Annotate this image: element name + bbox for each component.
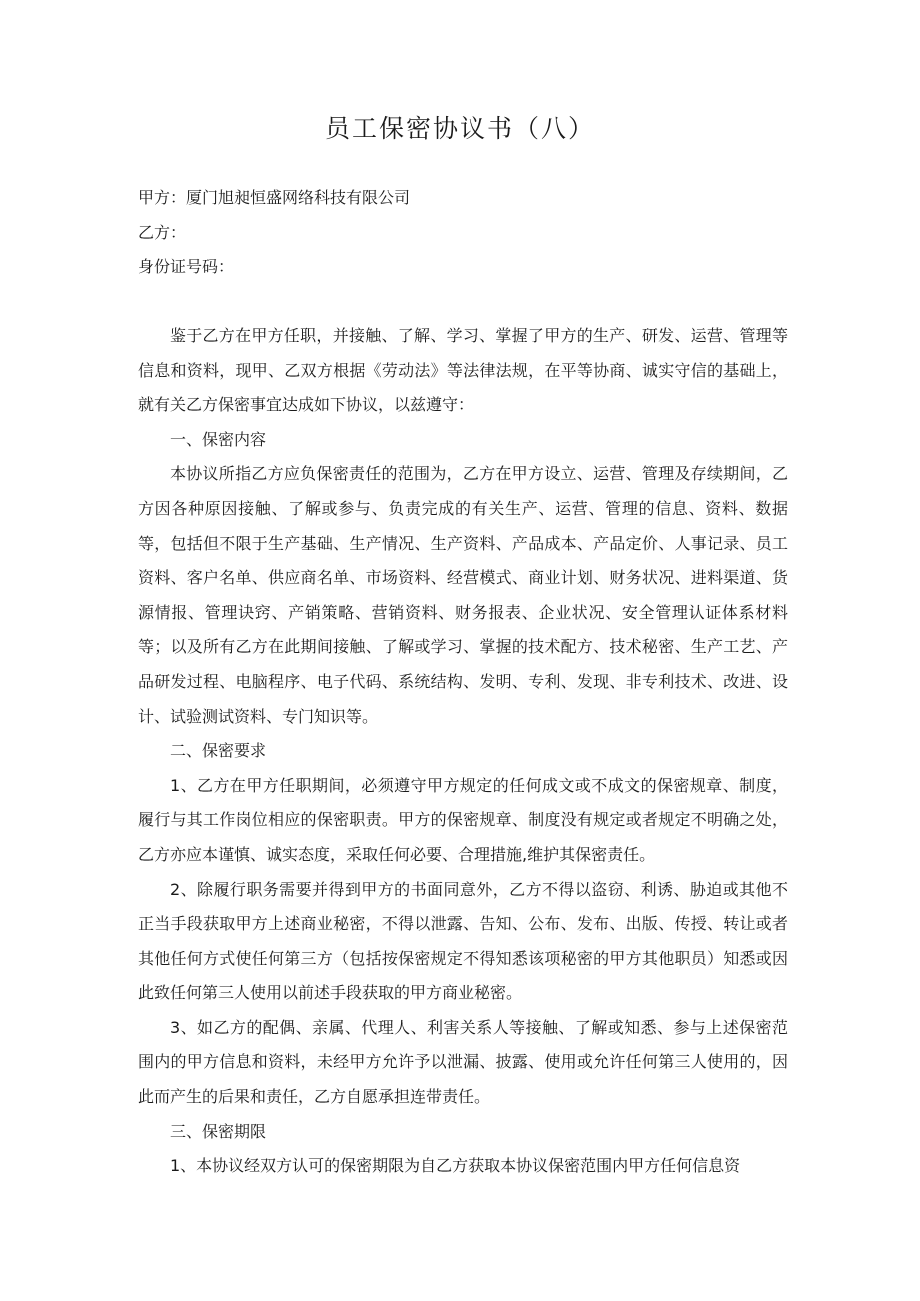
party-b-line: 乙方： — [138, 223, 187, 242]
id-number-line: 身份证号码： — [138, 257, 235, 276]
preamble-paragraph: 鉴于乙方在甲方任职，并接触、了解、学习、掌握了甲方的生产、研发、运营、管理等信息和资料，现甲、乙双方根据《劳动法》等法律法规，在平等协商、诚实守信的基础上，就有关乙方保密事宜达成如下协议，以兹遵守： — [138, 326, 788, 415]
section-heading-confidentiality-period: 三、保密期限 — [170, 1121, 267, 1141]
section-heading-confidentiality-requirements: 二、保密要求 — [170, 741, 267, 761]
requirement-item-3: 3、如乙方的配偶、亲属、代理人、利害关系人等接触、了解或知悉、参与上述保密范围内的甲方信息和资料，未经甲方允许予以泄漏、披露、使用或允许任何第三人使用的，因此而产生的后果和责任，乙方自愿承担连带责任。 — [138, 1017, 788, 1107]
agreement-body — [138, 319, 788, 1184]
requirement-item-2: 2、除履行职务需要并得到甲方的书面同意外，乙方不得以盗窃、利诱、胁迫或其他不正当手段获取甲方上述商业秘密，不得以泄露、告知、公布、发布、出版、传授、转让或者其他任何方式使任何第三方（包括按保密规定不得知悉该项秘密的甲方其他职员）知悉或因此致任何第三人使用以前述手段获取的甲方商业秘密。 — [138, 879, 788, 1003]
period-item-1: 1、本协议经双方认可的保密期限为自乙方获取本协议保密范围内甲方任何信息资 — [170, 1156, 741, 1176]
confidential-content-paragraph: 本协议所指乙方应负保密责任的范围为，乙方在甲方设立、运营、管理及存续期间，乙方因各种原因接触、了解或参与、负责完成的有关生产、运营、管理的信息、资料、数据等，包括但不限于生产基础、生产情况、生产资料、产品成本、产品定价、人事记录、员工资料、客户名单、供应商名单、市场资料、经营模式、商业计划、财务状况、进料渠道、货源情报、管理诀窍、产销策略、营销资料、财务报表、企业状况、安全管理认证体系材料等；以及所有乙方在此期间接触、了解或学习、掌握的技术配方、技术秘密、生产工艺、产品研发过程、电脑程序、电子代码、系统结构、发明、专利、发现、非专利技术、改进、设计、试验测试资料、专门知识等。 — [138, 464, 788, 726]
requirement-item-1: 1、乙方在甲方任职期间，必须遵守甲方规定的任何成文或不成文的保密规章、制度，履行与其工作岗位相应的保密职责。甲方的保密规章、制度没有规定或者规定不明确之处，乙方亦应本谨慎、诚实态度，采取任何必要、合理措施,维护其保密责任。 — [138, 775, 788, 864]
party-a-line: 甲方：厦门旭昶恒盛网络科技有限公司 — [138, 188, 411, 207]
page-title: 员工保密协议书（八） — [324, 114, 595, 143]
section-heading-confidential-content: 一、保密内容 — [170, 429, 267, 449]
